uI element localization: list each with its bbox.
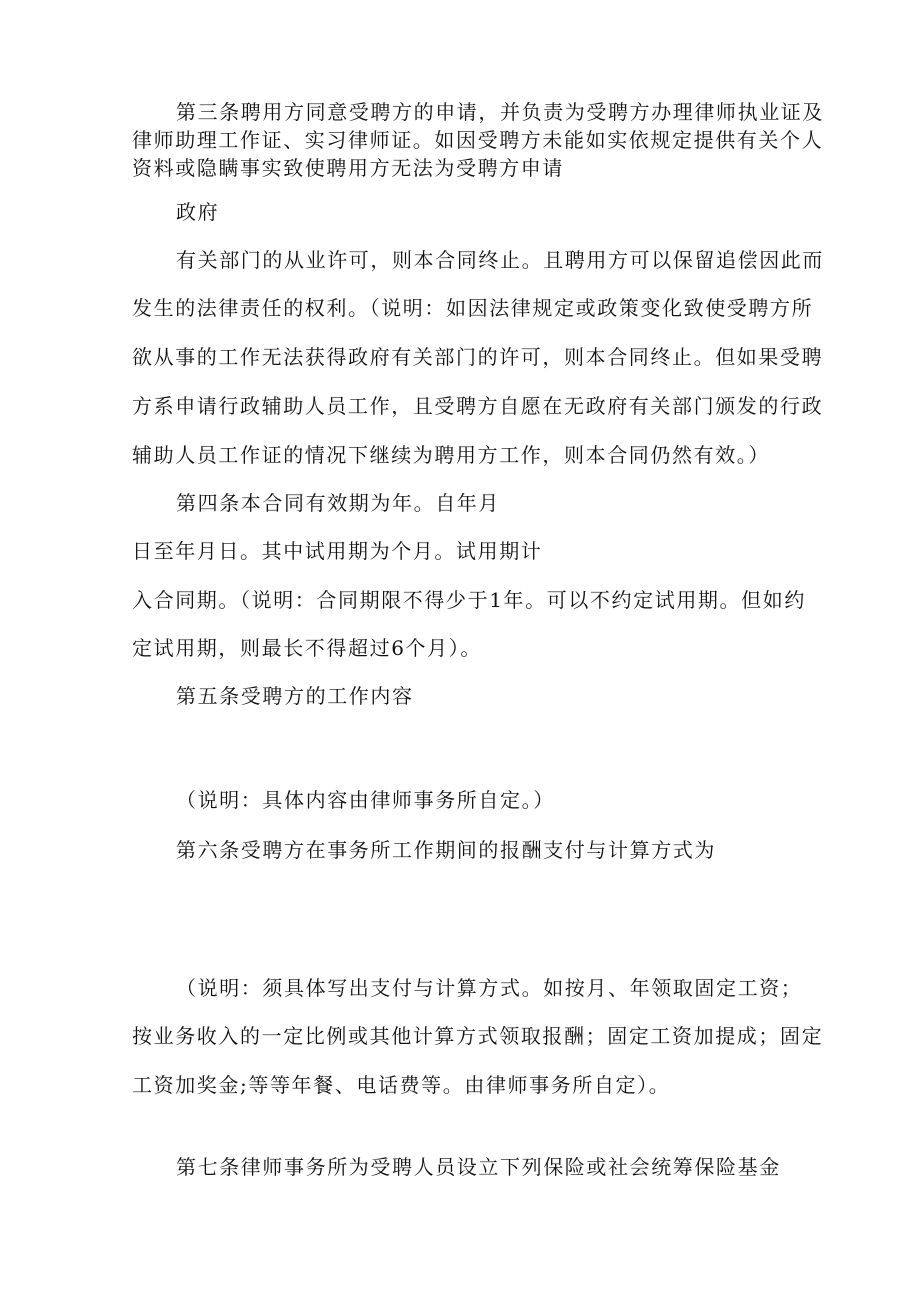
article-3-line-7: 欲从事的工作无法获得政府有关部门的许可，则本合同终止。但如果受聘 — [132, 345, 824, 369]
article-7-heading: 第七条律师事务所为受聘人员设立下列保险或社会统筹保险基金 — [176, 1155, 781, 1179]
article-6-note-line-1: （说明：须具体写出支付与计算方式。如按月、年领取固定工资； — [176, 976, 803, 1000]
article-3-line-1: 第三条聘用方同意受聘方的申请，并负责为受聘方办理律师执业证及 — [176, 100, 824, 124]
article-5-note: （说明：具体内容由律师事务所自定。） — [176, 788, 555, 812]
article-4-line-4: 定试用期，则最长不得超过6个月）。 — [132, 636, 482, 660]
article-3-line-5: 有关部门的从业许可，则本合同终止。且聘用方可以保留追偿因此而 — [176, 248, 824, 272]
article-4-line-2: 日至年月日。其中试用期为个月。试用期计 — [132, 539, 543, 563]
article-5-heading: 第五条受聘方的工作内容 — [176, 684, 414, 708]
article-3-line-3: 资料或隐瞒事实致使聘用方无法为受聘方申请 — [132, 156, 564, 180]
article-3-line-6: 发生的法律责任的权利。（说明：如因法律规定或政策变化致使受聘方所 — [132, 296, 814, 320]
article-4-line-1: 第四条本合同有效期为年。自年月 — [176, 491, 500, 515]
article-6-heading: 第六条受聘方在事务所工作期间的报酬支付与计算方式为 — [176, 838, 716, 862]
article-3-line-4: 政府 — [176, 200, 220, 224]
article-3-line-8: 方系申请行政辅助人员工作，且受聘方自愿在无政府有关部门颁发的行政 — [132, 394, 824, 418]
article-4-line-3: 入合同期。（说明：合同期限不得少于1年。可以不约定试用期。但如约 — [132, 588, 806, 612]
article-3-line-2: 律师助理工作证、实习律师证。如因受聘方未能如实依规定提供有关个人 — [132, 128, 824, 152]
article-6-note-line-2: 按业务收入的一定比例或其他计算方式领取报酬；固定工资加提成；固定 — [132, 1024, 824, 1048]
article-6-note-line-3: 工资加奖金;等等年餐、电话费等。由律师事务所自定）。 — [132, 1073, 671, 1097]
article-3-line-9: 辅助人员工作证的情况下继续为聘用方工作，则本合同仍然有效。） — [132, 443, 770, 467]
